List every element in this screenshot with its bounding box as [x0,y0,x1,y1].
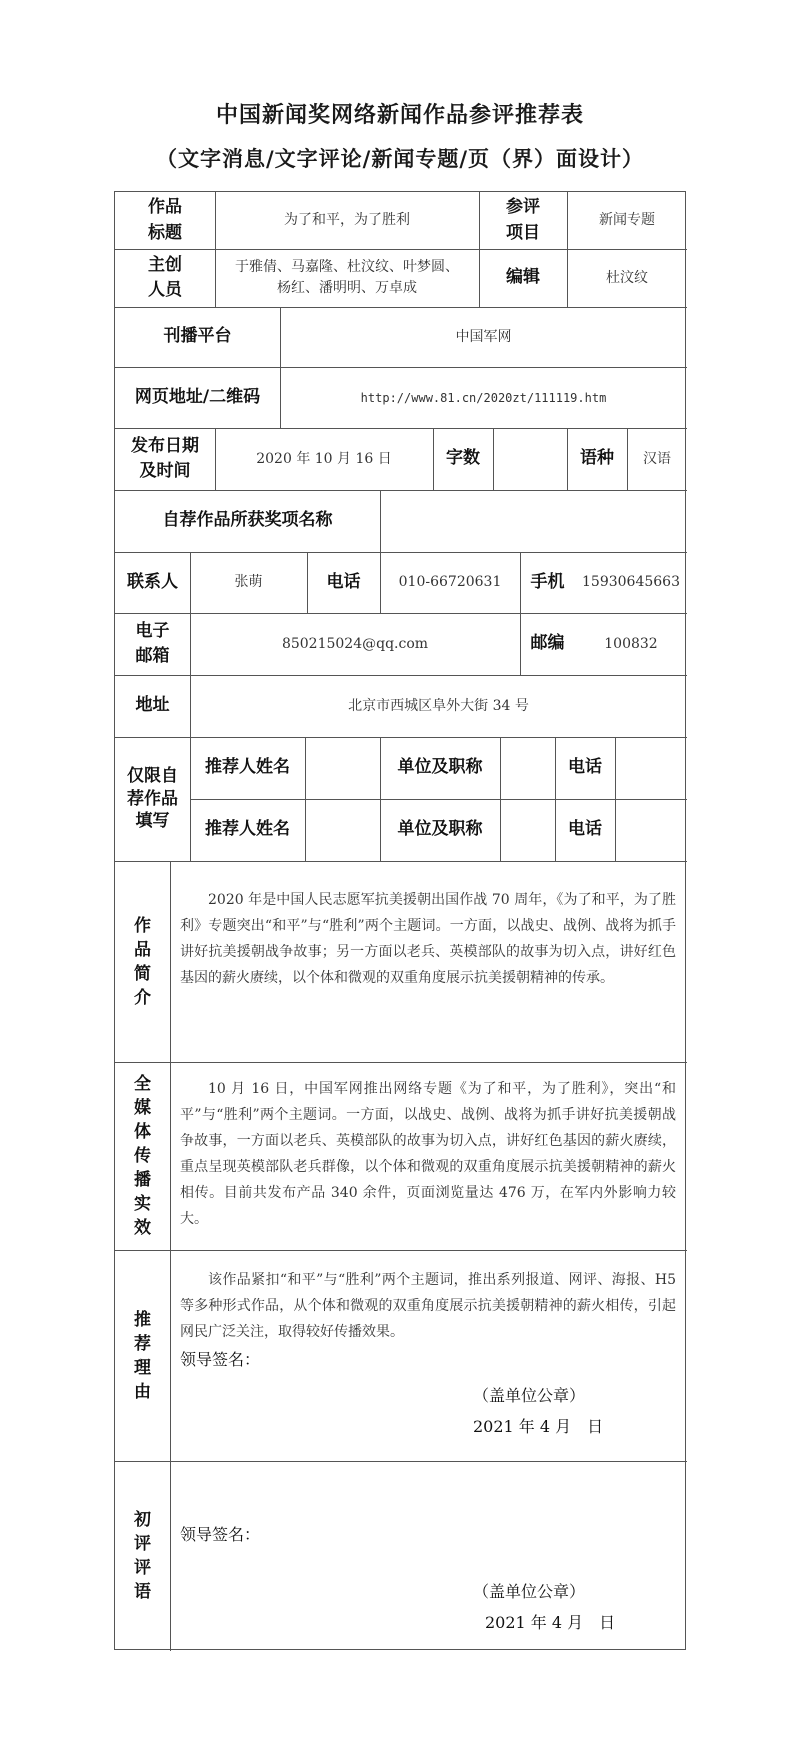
work-title-label: 作品 标题 [148,197,182,243]
self-recommend-label: 仅限自 荐作品 填写 [127,765,178,832]
form-table [114,191,686,1650]
editor-value: 杜汶纹 [606,269,648,286]
email-label: 电子 邮箱 [135,620,170,666]
awards-label: 自荐作品所获奖项名称 [162,510,333,531]
recommender-name-label: 推荐人姓名 [205,819,290,840]
reason-text: 该作品紧扣“和平”与“胜利”两个主题词，推出系列报道、网评、海报、H5 等多种形式作品，从个体和微观的双重角度展示抗美援朝精神的薪火相传，引起网民广泛关注，取得较好传播效果。 [180,1272,676,1340]
review-label-cell [115,1461,170,1651]
review-seal-label: （盖单位公章） [473,1582,586,1601]
category-label: 参评 项目 [506,197,540,243]
review-label: 初 评 评 语 [134,1510,151,1602]
category-value: 新闻专题 [599,212,655,228]
intro-label-cell [115,861,170,1062]
language-value: 汉语 [643,450,671,467]
date-value: 2020 年 10 月 16 日 [256,450,392,467]
recommender-phone-label: 电话 [568,757,602,778]
phone-value: 010-66720631 [398,574,502,590]
mobile-value: 15930645663 [582,574,680,590]
reason-seal-label: （盖单位公章） [473,1386,586,1405]
url-value[interactable]: http://www.81.cn/2020zt/111119.htm [360,390,607,405]
date-label: 发布日期 及时间 [131,435,199,481]
reason-label: 推 荐 理 由 [134,1309,151,1402]
creators-value: 于雅倩、马嘉隆、杜汶纹、叶梦圆、 杨红、潘明明、万卓成 [235,259,459,296]
postcode-value: 100832 [604,635,658,652]
recommender-name-label: 推荐人姓名 [205,757,290,778]
review-date: 2021 年 4 月 日 [485,1613,616,1632]
reason-signature-label: 领导签名： [180,1350,261,1369]
intro-label: 作 品 简 介 [134,915,151,1008]
phone-label: 电话 [326,571,361,592]
url-label: 网页地址/二维码 [134,386,261,407]
reason-date: 2021 年 4 月 日 [473,1417,604,1436]
email-value: 850215024@qq.com [281,635,429,652]
language-label: 语种 [580,448,614,469]
mobile-label: 手机 [530,571,565,592]
page-subtitle: （文字消息/文字评论/新闻专题/页（界）面设计） [155,146,644,171]
postcode-label: 邮编 [530,633,565,654]
effect-text: 10 月 16 日，中国军网推出网络专题《为了和平，为了胜利》，突出“和平”与“胜利”两个主题词。一方面，以战史、战例、战将为抓手讲好抗美援朝战争故事，一方面以老兵、英模部队的故事为切入点，讲好红色基因的薪火赓续，重点呈现英模部队老兵群像，以个体和微观的双重角度展示抗美援朝精神的薪火相传。目前共发布产品 340 余件，页面浏览量达 476 万，在军内外影响力较大。 [180,1081,676,1227]
wordcount-value [493,428,567,490]
address-value: 北京市西城区阜外大街 34 号 [348,697,529,714]
wordcount-label: 字数 [446,448,480,469]
address-label: 地址 [135,695,170,716]
creators-label: 主创 人员 [148,254,182,300]
unit-title-label: 单位及职称 [397,757,483,778]
intro-text: 2020 年是中国人民志愿军抗美援朝出国作战 70 周年，《为了和平，为了胜利》专题突出“和平”与“胜利”两个主题词。一方面，以战史、战例、战将为抓手讲好抗美援朝战争故事；另一方面以老兵、英模部队的故事为切入点，讲好红色基因的薪火赓续，以个体和微观的双重角度展示抗美援朝精神的传承。 [180,892,676,986]
page-title: 中国新闻奖网络新闻作品参评推荐表 [215,102,584,128]
awards-value [380,490,687,552]
effect-label: 全 媒 体 传 播 实 效 [134,1074,151,1238]
platform-value: 中国军网 [455,328,512,345]
review-signature-label: 领导签名： [180,1525,261,1544]
recommender-phone-label: 电话 [568,819,602,840]
contact-value: 张萌 [234,574,263,590]
effect-label-cell [115,1062,170,1250]
contact-label: 联系人 [127,571,178,592]
reason-label-cell [115,1250,170,1461]
platform-label: 刊播平台 [163,326,232,347]
work-title-value: 为了和平，为了胜利 [284,212,410,228]
unit-title-label: 单位及职称 [397,819,483,840]
editor-label: 编辑 [506,267,540,288]
